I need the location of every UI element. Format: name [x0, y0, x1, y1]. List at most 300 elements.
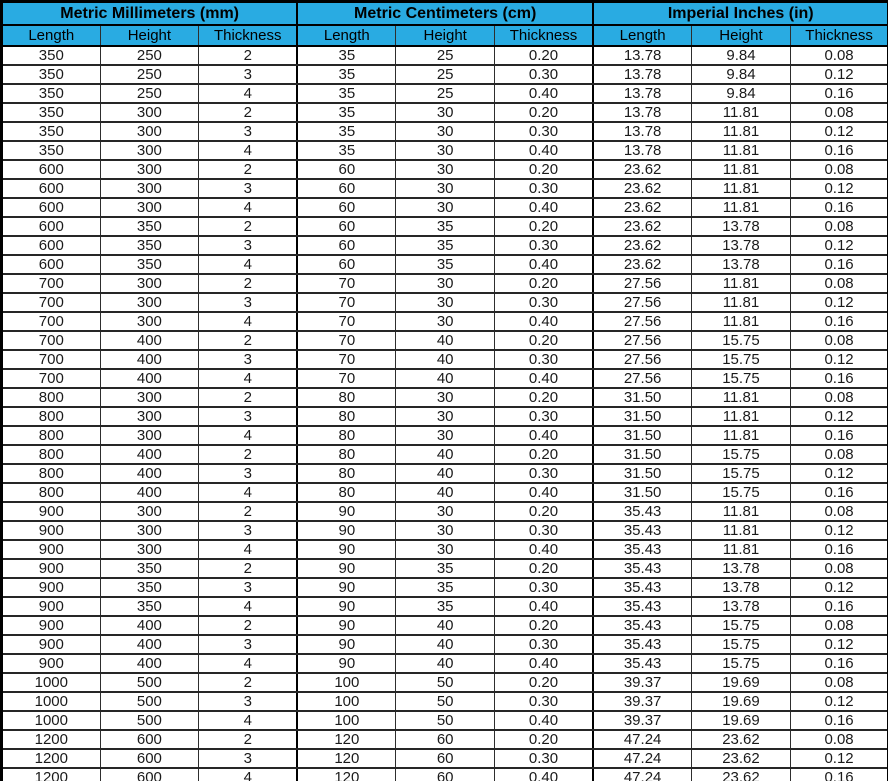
- cell-in-height: 11.81: [692, 388, 791, 407]
- table-row: [2, 654, 888, 673]
- cell-cm-length: 90: [297, 635, 396, 654]
- cell-mm-thickness: 4: [199, 84, 298, 103]
- cell-cm-thickness: 0.30: [494, 578, 593, 597]
- cell-mm-thickness: 2: [199, 673, 298, 692]
- cell-in-thickness: 0.12: [790, 749, 888, 768]
- cell-mm-length: 700: [2, 331, 101, 350]
- cell-cm-height: 50: [396, 711, 495, 730]
- cell-in-length: 35.43: [593, 578, 692, 597]
- cell-cm-height: 35: [396, 597, 495, 616]
- cell-mm-thickness: 3: [199, 464, 298, 483]
- cell-cm-length: 80: [297, 445, 396, 464]
- cell-cm-length: 70: [297, 274, 396, 293]
- cell-mm-thickness: 4: [199, 369, 298, 388]
- cell-cm-thickness: 0.40: [494, 540, 593, 559]
- cell-cm-thickness: 0.40: [494, 255, 593, 274]
- cell-mm-length: 1200: [2, 730, 101, 749]
- cell-mm-length: 1000: [2, 711, 101, 730]
- cell-cm-length: 60: [297, 255, 396, 274]
- cell-cm-height: 35: [396, 236, 495, 255]
- cell-mm-height: 400: [100, 331, 199, 350]
- cell-cm-length: 70: [297, 350, 396, 369]
- cell-mm-height: 300: [100, 521, 199, 540]
- cell-in-length: 23.62: [593, 198, 692, 217]
- cell-mm-length: 1200: [2, 749, 101, 768]
- cell-in-thickness: 0.12: [790, 179, 888, 198]
- cell-in-thickness: 0.12: [790, 692, 888, 711]
- cell-mm-thickness: 3: [199, 179, 298, 198]
- cell-in-thickness: 0.08: [790, 673, 888, 692]
- section-title-metric-cm: Metric Centimeters (cm): [297, 2, 593, 26]
- cell-in-height: 15.75: [692, 654, 791, 673]
- cell-mm-thickness: 3: [199, 293, 298, 312]
- cell-mm-length: 600: [2, 160, 101, 179]
- cell-cm-thickness: 0.20: [494, 331, 593, 350]
- cell-in-thickness: 0.16: [790, 141, 888, 160]
- cell-in-length: 35.43: [593, 654, 692, 673]
- cell-mm-height: 300: [100, 179, 199, 198]
- cell-in-height: 23.62: [692, 749, 791, 768]
- cell-cm-height: 25: [396, 65, 495, 84]
- cell-in-height: 13.78: [692, 597, 791, 616]
- cell-cm-length: 60: [297, 198, 396, 217]
- cell-mm-thickness: 2: [199, 331, 298, 350]
- table-row: [2, 407, 888, 426]
- cell-cm-length: 60: [297, 217, 396, 236]
- cell-cm-height: 35: [396, 559, 495, 578]
- cell-mm-height: 350: [100, 597, 199, 616]
- cell-cm-thickness: 0.20: [494, 103, 593, 122]
- cell-cm-thickness: 0.40: [494, 711, 593, 730]
- cell-mm-thickness: 2: [199, 274, 298, 293]
- cell-cm-length: 35: [297, 46, 396, 65]
- cell-mm-thickness: 2: [199, 217, 298, 236]
- cell-mm-length: 350: [2, 84, 101, 103]
- cell-cm-thickness: 0.30: [494, 122, 593, 141]
- cell-in-thickness: 0.12: [790, 407, 888, 426]
- table-row: [2, 388, 888, 407]
- cell-cm-height: 60: [396, 730, 495, 749]
- cell-cm-height: 30: [396, 198, 495, 217]
- cell-in-thickness: 0.16: [790, 312, 888, 331]
- table-row: [2, 502, 888, 521]
- cell-mm-thickness: 2: [199, 46, 298, 65]
- table-row: [2, 65, 888, 84]
- cell-in-thickness: 0.08: [790, 103, 888, 122]
- cell-mm-height: 300: [100, 103, 199, 122]
- cell-mm-thickness: 2: [199, 160, 298, 179]
- cell-mm-length: 800: [2, 483, 101, 502]
- cell-cm-thickness: 0.30: [494, 179, 593, 198]
- cell-cm-length: 80: [297, 483, 396, 502]
- cell-in-height: 11.81: [692, 160, 791, 179]
- table-row: [2, 312, 888, 331]
- cell-cm-thickness: 0.20: [494, 274, 593, 293]
- cell-in-length: 39.37: [593, 692, 692, 711]
- cell-mm-length: 900: [2, 502, 101, 521]
- cell-mm-length: 900: [2, 559, 101, 578]
- cell-cm-height: 40: [396, 654, 495, 673]
- cell-mm-height: 400: [100, 350, 199, 369]
- cell-cm-length: 60: [297, 236, 396, 255]
- cell-cm-length: 100: [297, 692, 396, 711]
- cell-cm-thickness: 0.40: [494, 483, 593, 502]
- cell-in-length: 47.24: [593, 730, 692, 749]
- cell-mm-height: 300: [100, 122, 199, 141]
- cell-mm-thickness: 3: [199, 407, 298, 426]
- cell-mm-thickness: 4: [199, 540, 298, 559]
- cell-in-thickness: 0.08: [790, 445, 888, 464]
- cell-cm-height: 25: [396, 84, 495, 103]
- table-row: [2, 711, 888, 730]
- cell-mm-height: 300: [100, 141, 199, 160]
- cell-cm-thickness: 0.40: [494, 369, 593, 388]
- cell-mm-height: 300: [100, 388, 199, 407]
- cell-in-thickness: 0.08: [790, 616, 888, 635]
- table-row: [2, 540, 888, 559]
- cell-cm-thickness: 0.30: [494, 236, 593, 255]
- cell-mm-thickness: 3: [199, 236, 298, 255]
- cell-mm-thickness: 3: [199, 122, 298, 141]
- cell-in-thickness: 0.12: [790, 521, 888, 540]
- cell-in-length: 27.56: [593, 331, 692, 350]
- cell-mm-height: 600: [100, 768, 199, 781]
- cell-mm-length: 800: [2, 445, 101, 464]
- cell-in-length: 47.24: [593, 749, 692, 768]
- cell-mm-height: 500: [100, 711, 199, 730]
- cell-cm-length: 80: [297, 426, 396, 445]
- section-title-imperial-in: Imperial Inches (in): [593, 2, 888, 26]
- cell-in-height: 11.81: [692, 312, 791, 331]
- cell-mm-height: 250: [100, 46, 199, 65]
- cell-in-length: 27.56: [593, 274, 692, 293]
- cell-in-length: 13.78: [593, 65, 692, 84]
- cell-in-length: 31.50: [593, 426, 692, 445]
- cell-cm-thickness: 0.20: [494, 730, 593, 749]
- table-row: [2, 293, 888, 312]
- cell-in-length: 13.78: [593, 122, 692, 141]
- cell-in-thickness: 0.08: [790, 160, 888, 179]
- cell-mm-height: 400: [100, 464, 199, 483]
- cell-in-height: 11.81: [692, 274, 791, 293]
- cell-cm-length: 70: [297, 369, 396, 388]
- cell-mm-thickness: 2: [199, 616, 298, 635]
- cell-mm-length: 350: [2, 141, 101, 160]
- cell-cm-length: 90: [297, 654, 396, 673]
- cell-in-height: 11.81: [692, 141, 791, 160]
- cell-mm-height: 400: [100, 616, 199, 635]
- cell-cm-height: 35: [396, 255, 495, 274]
- table-row: [2, 673, 888, 692]
- cell-cm-length: 90: [297, 616, 396, 635]
- cell-cm-height: 25: [396, 46, 495, 65]
- table-row: [2, 122, 888, 141]
- cell-in-length: 39.37: [593, 673, 692, 692]
- cell-mm-height: 500: [100, 692, 199, 711]
- cell-mm-thickness: 4: [199, 312, 298, 331]
- cell-mm-length: 600: [2, 179, 101, 198]
- cell-mm-length: 700: [2, 369, 101, 388]
- cell-mm-thickness: 4: [199, 141, 298, 160]
- cell-cm-thickness: 0.20: [494, 46, 593, 65]
- cell-cm-height: 60: [396, 749, 495, 768]
- cell-in-height: 11.81: [692, 540, 791, 559]
- cell-in-thickness: 0.16: [790, 597, 888, 616]
- table-row: [2, 597, 888, 616]
- table-row: [2, 255, 888, 274]
- cell-in-length: 35.43: [593, 540, 692, 559]
- table-row: [2, 141, 888, 160]
- cell-cm-thickness: 0.20: [494, 160, 593, 179]
- cell-cm-length: 100: [297, 673, 396, 692]
- cell-in-thickness: 0.08: [790, 559, 888, 578]
- cell-in-height: 23.62: [692, 768, 791, 781]
- cell-in-height: 15.75: [692, 635, 791, 654]
- cell-cm-thickness: 0.30: [494, 749, 593, 768]
- cell-in-height: 11.81: [692, 179, 791, 198]
- cell-cm-length: 90: [297, 559, 396, 578]
- cell-cm-height: 40: [396, 464, 495, 483]
- cell-in-height: 19.69: [692, 673, 791, 692]
- cell-in-height: 13.78: [692, 217, 791, 236]
- cell-cm-thickness: 0.20: [494, 502, 593, 521]
- cell-in-length: 13.78: [593, 84, 692, 103]
- cell-in-length: 35.43: [593, 502, 692, 521]
- cell-mm-thickness: 3: [199, 749, 298, 768]
- cell-cm-height: 30: [396, 141, 495, 160]
- cell-in-height: 19.69: [692, 692, 791, 711]
- cell-cm-thickness: 0.20: [494, 616, 593, 635]
- cell-cm-height: 35: [396, 578, 495, 597]
- cell-mm-height: 400: [100, 483, 199, 502]
- cell-cm-length: 35: [297, 122, 396, 141]
- cell-mm-height: 300: [100, 160, 199, 179]
- cell-cm-length: 35: [297, 65, 396, 84]
- cell-mm-thickness: 4: [199, 483, 298, 502]
- cell-cm-thickness: 0.20: [494, 388, 593, 407]
- cell-mm-height: 300: [100, 540, 199, 559]
- column-header-cm-thickness: Thickness: [494, 25, 593, 46]
- cell-cm-thickness: 0.20: [494, 445, 593, 464]
- cell-cm-thickness: 0.30: [494, 350, 593, 369]
- cell-in-height: 11.81: [692, 521, 791, 540]
- cell-cm-thickness: 0.30: [494, 692, 593, 711]
- cell-mm-thickness: 4: [199, 198, 298, 217]
- table-row: [2, 160, 888, 179]
- cell-cm-thickness: 0.30: [494, 464, 593, 483]
- cell-in-height: 15.75: [692, 445, 791, 464]
- cell-in-length: 39.37: [593, 711, 692, 730]
- cell-in-height: 15.75: [692, 331, 791, 350]
- cell-in-length: 23.62: [593, 179, 692, 198]
- cell-cm-height: 50: [396, 692, 495, 711]
- cell-mm-length: 800: [2, 388, 101, 407]
- cell-in-height: 23.62: [692, 730, 791, 749]
- section-title-row: [2, 2, 888, 26]
- cell-mm-height: 250: [100, 84, 199, 103]
- cell-cm-length: 60: [297, 179, 396, 198]
- cell-in-thickness: 0.16: [790, 198, 888, 217]
- cell-mm-length: 700: [2, 312, 101, 331]
- cell-cm-height: 40: [396, 350, 495, 369]
- cell-in-length: 13.78: [593, 46, 692, 65]
- cell-mm-thickness: 2: [199, 730, 298, 749]
- cell-cm-height: 40: [396, 635, 495, 654]
- cell-cm-thickness: 0.20: [494, 673, 593, 692]
- cell-mm-height: 400: [100, 445, 199, 464]
- cell-cm-height: 30: [396, 122, 495, 141]
- cell-in-height: 11.81: [692, 122, 791, 141]
- cell-mm-length: 600: [2, 255, 101, 274]
- cell-in-thickness: 0.16: [790, 711, 888, 730]
- cell-cm-length: 60: [297, 160, 396, 179]
- cell-in-length: 31.50: [593, 483, 692, 502]
- cell-cm-thickness: 0.40: [494, 84, 593, 103]
- cell-mm-thickness: 3: [199, 635, 298, 654]
- cell-cm-height: 30: [396, 502, 495, 521]
- table-row: [2, 521, 888, 540]
- cell-in-thickness: 0.08: [790, 730, 888, 749]
- cell-in-length: 35.43: [593, 635, 692, 654]
- table-row: [2, 749, 888, 768]
- cell-mm-thickness: 2: [199, 388, 298, 407]
- cell-mm-thickness: 3: [199, 521, 298, 540]
- cell-in-height: 9.84: [692, 46, 791, 65]
- cell-cm-thickness: 0.40: [494, 768, 593, 781]
- cell-cm-length: 120: [297, 749, 396, 768]
- cell-in-thickness: 0.08: [790, 331, 888, 350]
- cell-cm-height: 50: [396, 673, 495, 692]
- cell-cm-height: 30: [396, 179, 495, 198]
- cell-mm-thickness: 4: [199, 768, 298, 781]
- cell-cm-height: 30: [396, 388, 495, 407]
- cell-in-thickness: 0.12: [790, 578, 888, 597]
- cell-cm-height: 35: [396, 217, 495, 236]
- cell-mm-thickness: 3: [199, 692, 298, 711]
- cell-in-thickness: 0.12: [790, 350, 888, 369]
- cell-mm-length: 1200: [2, 768, 101, 781]
- cell-cm-thickness: 0.30: [494, 293, 593, 312]
- cell-cm-height: 30: [396, 293, 495, 312]
- cell-in-length: 31.50: [593, 445, 692, 464]
- cell-in-height: 11.81: [692, 426, 791, 445]
- cell-cm-length: 120: [297, 730, 396, 749]
- table-row: [2, 578, 888, 597]
- cell-in-thickness: 0.08: [790, 46, 888, 65]
- cell-in-thickness: 0.08: [790, 274, 888, 293]
- cell-mm-height: 300: [100, 274, 199, 293]
- cell-in-height: 11.81: [692, 293, 791, 312]
- cell-cm-thickness: 0.40: [494, 312, 593, 331]
- table-row: [2, 730, 888, 749]
- cell-mm-thickness: 4: [199, 426, 298, 445]
- cell-in-height: 11.81: [692, 198, 791, 217]
- cell-mm-length: 600: [2, 236, 101, 255]
- cell-mm-thickness: 2: [199, 103, 298, 122]
- cell-in-height: 11.81: [692, 407, 791, 426]
- cell-mm-length: 350: [2, 65, 101, 84]
- cell-cm-thickness: 0.30: [494, 407, 593, 426]
- column-header-in-height: Height: [692, 25, 791, 46]
- cell-mm-height: 350: [100, 236, 199, 255]
- cell-cm-thickness: 0.40: [494, 198, 593, 217]
- cell-cm-length: 80: [297, 407, 396, 426]
- cell-in-thickness: 0.12: [790, 65, 888, 84]
- cell-cm-length: 70: [297, 331, 396, 350]
- cell-in-length: 35.43: [593, 616, 692, 635]
- cell-mm-height: 350: [100, 559, 199, 578]
- table-row: [2, 426, 888, 445]
- cell-mm-thickness: 4: [199, 711, 298, 730]
- cell-mm-height: 300: [100, 426, 199, 445]
- cell-mm-length: 1000: [2, 692, 101, 711]
- cell-mm-height: 350: [100, 578, 199, 597]
- cell-mm-height: 600: [100, 730, 199, 749]
- cell-cm-length: 90: [297, 502, 396, 521]
- cell-mm-thickness: 3: [199, 65, 298, 84]
- table-row: [2, 236, 888, 255]
- cell-mm-thickness: 3: [199, 578, 298, 597]
- cell-cm-thickness: 0.30: [494, 65, 593, 84]
- cell-mm-length: 900: [2, 616, 101, 635]
- table-row: [2, 198, 888, 217]
- cell-cm-height: 60: [396, 768, 495, 781]
- cell-cm-height: 30: [396, 160, 495, 179]
- cell-in-thickness: 0.16: [790, 369, 888, 388]
- cell-in-thickness: 0.16: [790, 483, 888, 502]
- cell-in-length: 27.56: [593, 369, 692, 388]
- cell-mm-thickness: 4: [199, 255, 298, 274]
- cell-mm-height: 500: [100, 673, 199, 692]
- cell-mm-length: 700: [2, 274, 101, 293]
- cell-mm-length: 900: [2, 521, 101, 540]
- cell-cm-length: 35: [297, 84, 396, 103]
- cell-cm-thickness: 0.40: [494, 597, 593, 616]
- cell-mm-length: 700: [2, 350, 101, 369]
- cell-in-length: 13.78: [593, 103, 692, 122]
- table-row: [2, 274, 888, 293]
- cell-in-height: 11.81: [692, 103, 791, 122]
- cell-in-height: 13.78: [692, 578, 791, 597]
- cell-mm-length: 350: [2, 122, 101, 141]
- cell-cm-length: 90: [297, 578, 396, 597]
- cell-cm-thickness: 0.20: [494, 559, 593, 578]
- cell-in-length: 23.62: [593, 160, 692, 179]
- cell-cm-thickness: 0.20: [494, 217, 593, 236]
- cell-cm-length: 35: [297, 141, 396, 160]
- cell-in-height: 13.78: [692, 559, 791, 578]
- cell-mm-length: 800: [2, 464, 101, 483]
- cell-mm-height: 600: [100, 749, 199, 768]
- cell-mm-thickness: 2: [199, 559, 298, 578]
- section-title-metric-mm: Metric Millimeters (mm): [2, 2, 298, 26]
- table-row: [2, 217, 888, 236]
- cell-in-thickness: 0.08: [790, 502, 888, 521]
- cell-cm-length: 120: [297, 768, 396, 781]
- cell-in-height: 15.75: [692, 350, 791, 369]
- cell-cm-height: 30: [396, 103, 495, 122]
- cell-in-length: 23.62: [593, 255, 692, 274]
- cell-cm-length: 80: [297, 464, 396, 483]
- table-row: [2, 768, 888, 781]
- cell-in-length: 27.56: [593, 293, 692, 312]
- column-header-row: [2, 25, 888, 46]
- cell-cm-height: 40: [396, 331, 495, 350]
- cell-cm-length: 90: [297, 521, 396, 540]
- cell-mm-length: 900: [2, 654, 101, 673]
- table-row: [2, 350, 888, 369]
- cell-in-thickness: 0.12: [790, 293, 888, 312]
